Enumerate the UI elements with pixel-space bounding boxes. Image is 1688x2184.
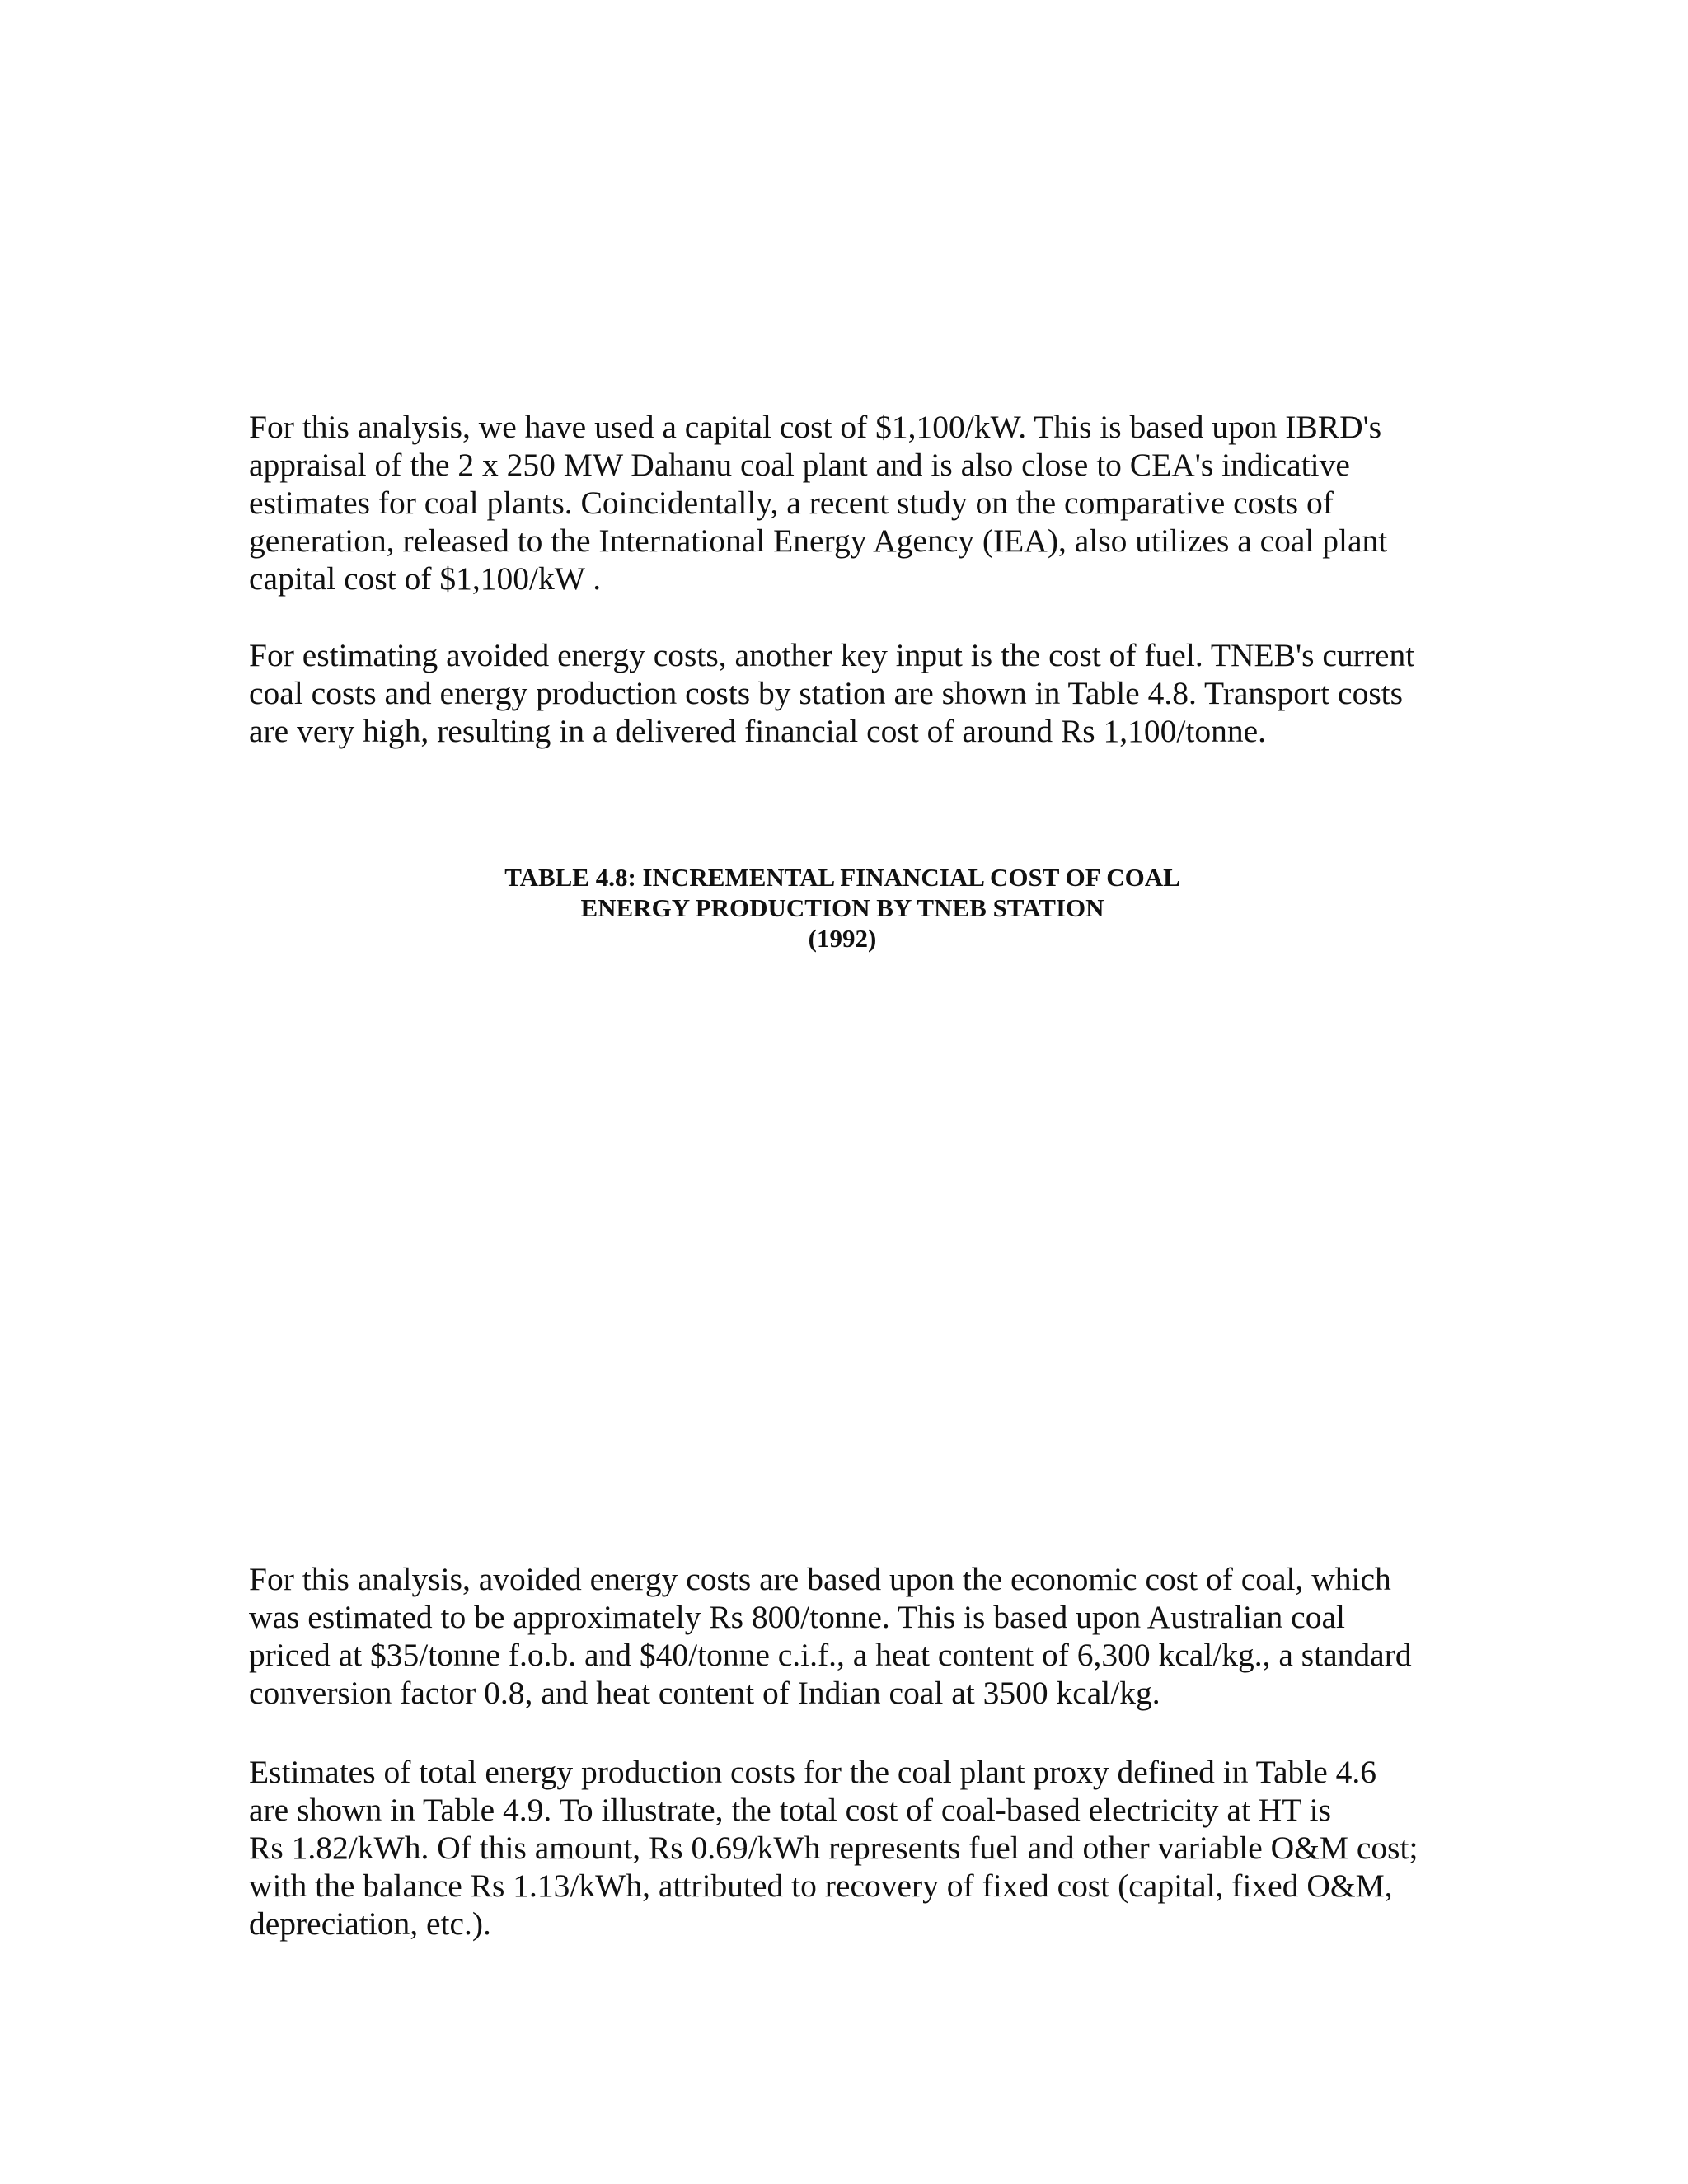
table-caption-subtitle: ENERGY PRODUCTION BY TNEB STATION	[580, 893, 1104, 922]
paragraph-economic-cost: For this analysis, avoided energy costs are based upon the economic cost of coal, which was estimated to be approximately Rs 800/tonne. This is based upon Australian coal priced at $35/tonne f.o.b. and $40/tonne c.i.f., a heat content of 6,300 kcal/kg., a standard conversion factor 0.8, and heat content of Indian coal at 3500 kcal/kg.	[249, 1561, 1412, 1711]
table-caption	[249, 862, 1436, 954]
table-caption-year: (1992)	[808, 924, 877, 953]
paragraph-fuel-cost: For estimating avoided energy costs, another key input is the cost of fuel. TNEB's current coal costs and energy production costs by station are shown in Table 4.8. Transport costs are very high, resulting in a delivered financial cost of around Rs 1,100/tonne.	[249, 637, 1415, 749]
paragraph-capital-cost: For this analysis, we have used a capital cost of $1,100/kW. This is based upon IBRD's appraisal of the 2 x 250 MW Dahanu coal plant and is also close to CEA's indicative estimates for coal plants. Coincidentally, a recent study on the comparative costs of generation, released to the International Energy Agency (IEA), also utilizes a coal plant capital cost of $1,100/kW .	[249, 409, 1388, 597]
paragraph-production-costs: Estimates of total energy production costs for the coal plant proxy defined in Table 4.6 are shown in Table 4.9. To illustrate, the total cost of coal-based electricity at HT is Rs 1.82/kWh. Of this amount, Rs 0.69/kWh represents fuel and other variable O&M cost; with the balance Rs 1.13/kWh, attributed to recovery of fixed cost (capital, fixed O&M, depreciation, etc.).	[249, 1754, 1418, 1942]
table-caption-title: TABLE 4.8: INCREMENTAL FINANCIAL COST OF COAL	[504, 863, 1180, 892]
